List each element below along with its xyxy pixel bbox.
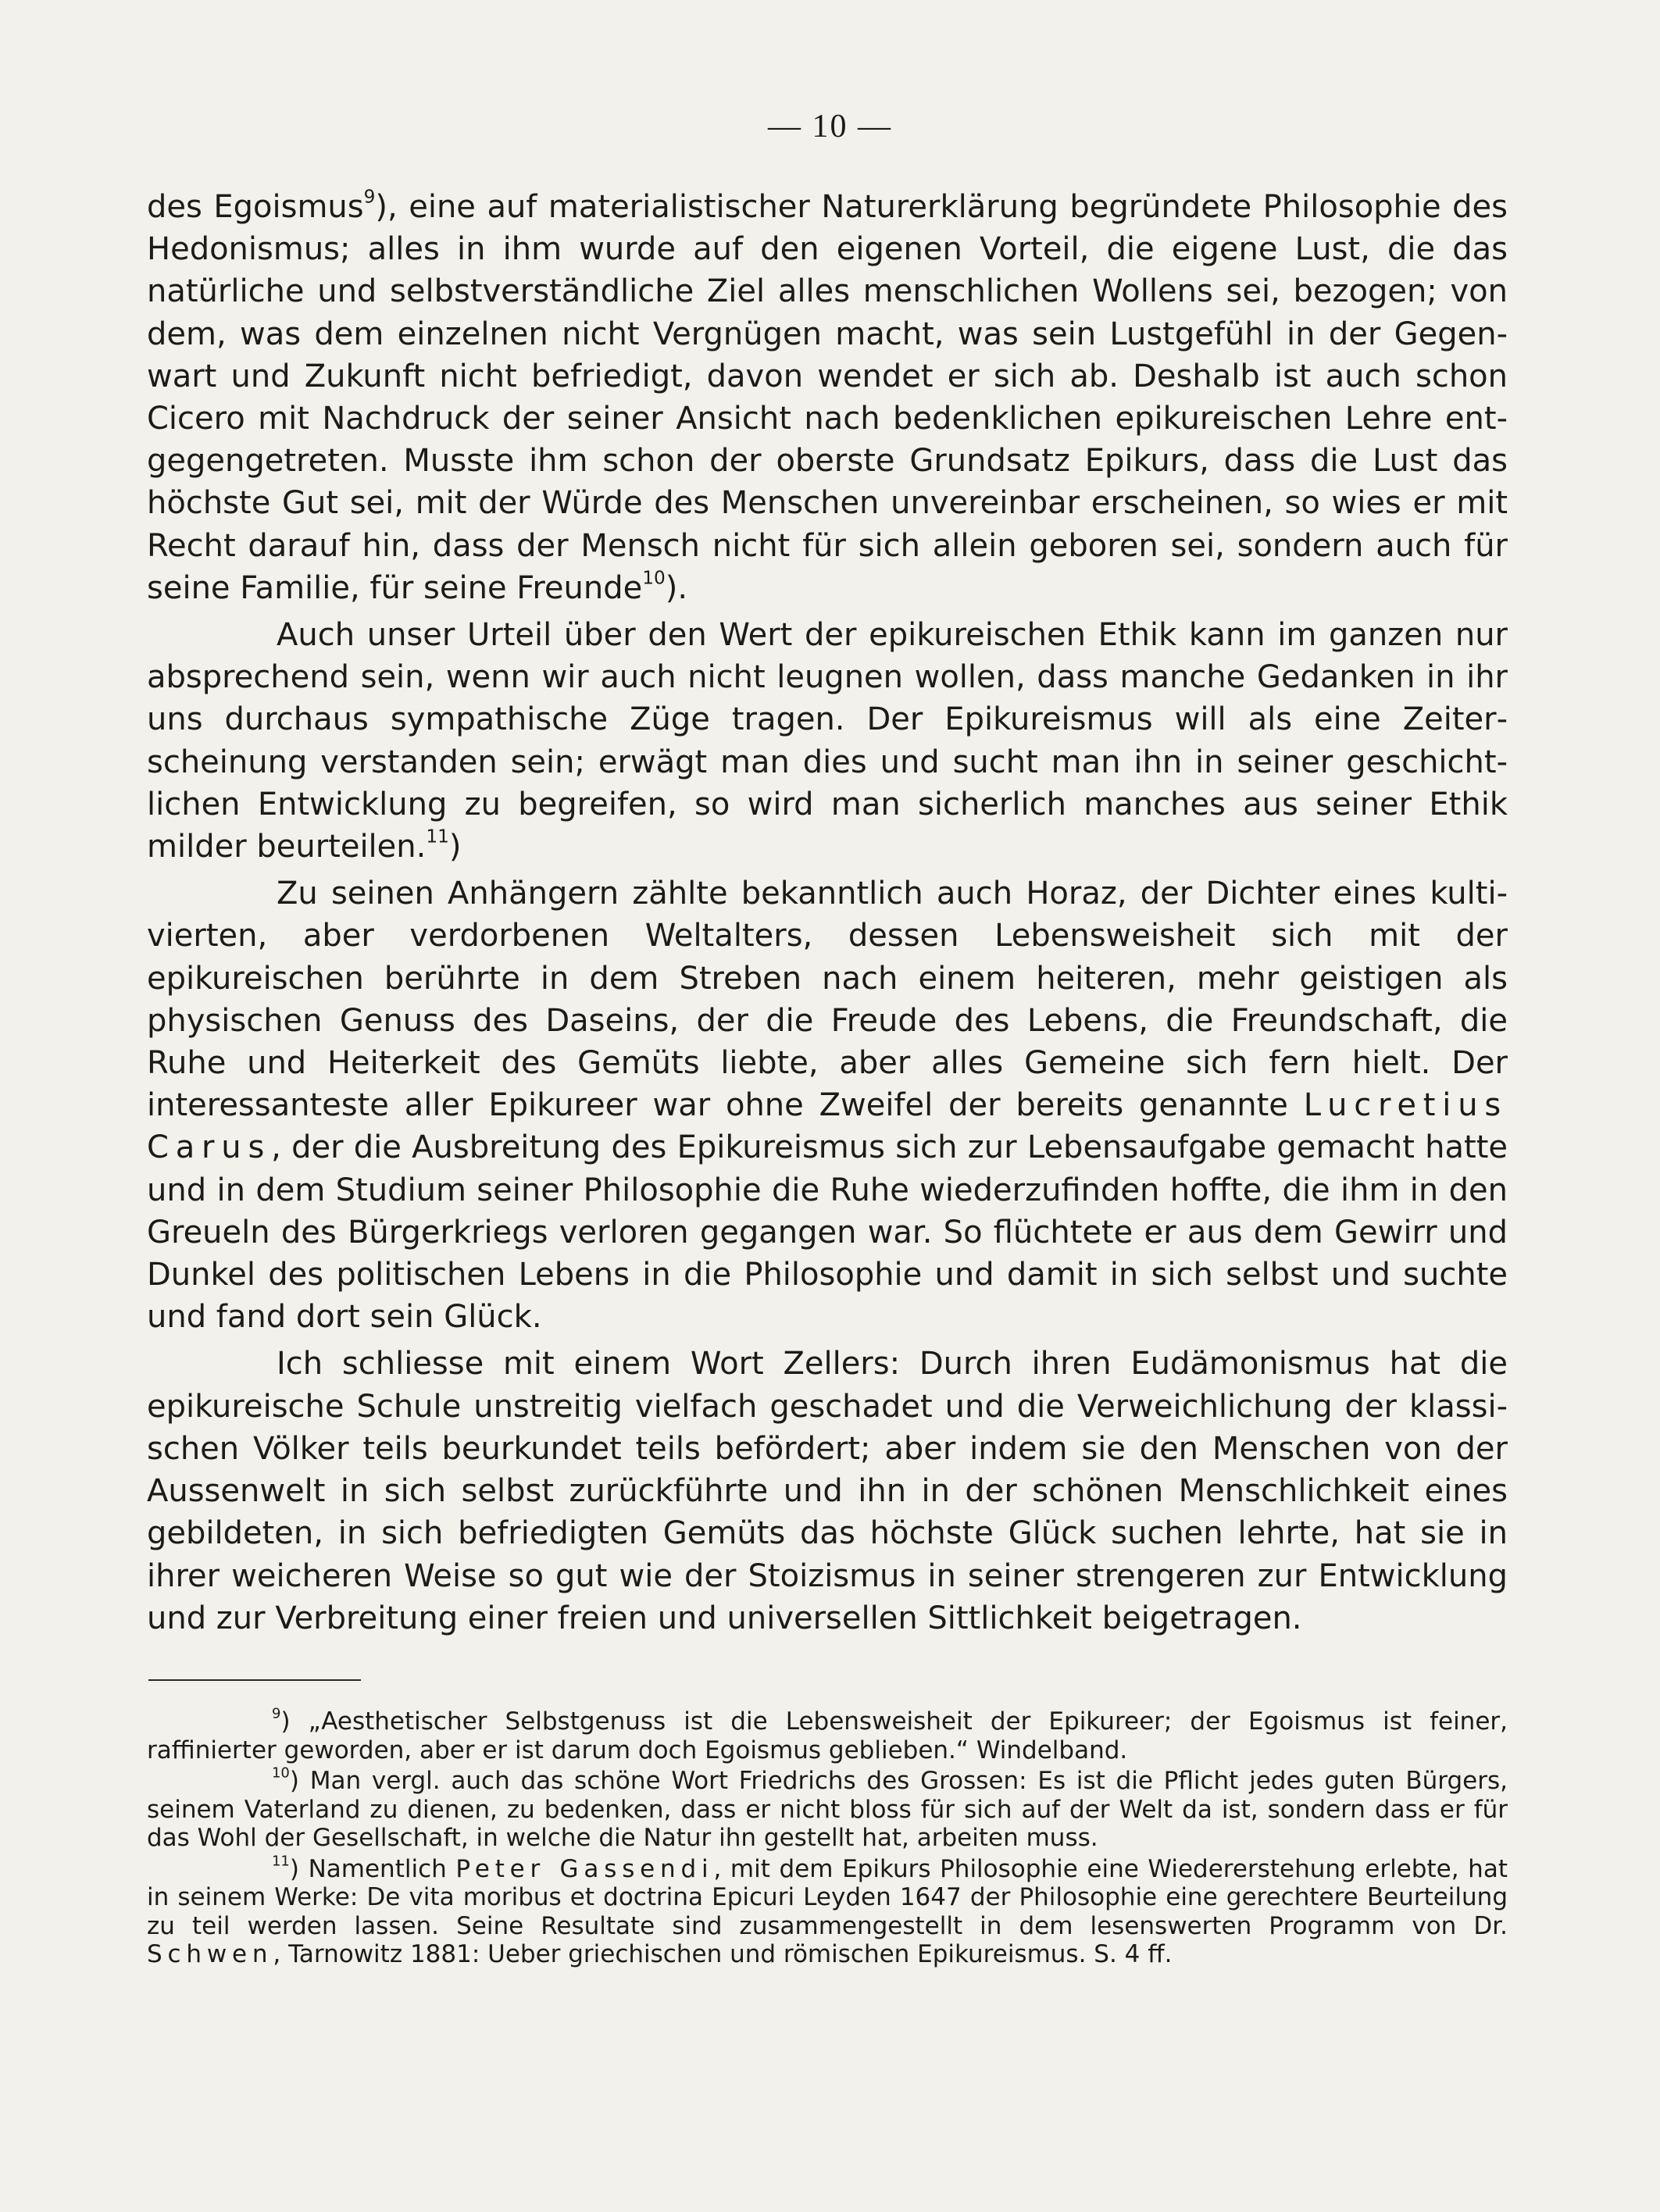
paragraph-3-start: Zu seinen Anhängern zählte bekanntlich auch Horaz, der Dichter eines kultivierten, aber verdorbenen Weltalters, dessen Lebensweisheit sich mit der epikureischen berührte in dem Streben nach einem heiteren, mehr geistigen als physischen Genuss des Daseins, der die Freude des Lebens, die Freundschaft, die Ruhe und Heiterkeit des Gemüts liebte, aber alles Gemeine sich fern hielt. Der interessanteste aller Epikureer war ohne Zweifel der bereits genannte bbox=[147, 876, 1508, 1124]
paragraph-2 bbox=[147, 614, 1508, 868]
paragraph-1-start: des Egoismus bbox=[147, 189, 364, 225]
page-number: — 10 — bbox=[768, 109, 892, 144]
footnote-11-middle: , mit dem Epikurs Philosophie eine Wiedererstehung erlebte, hat in seinem Werke: De vita moribus et doctrina Epicuri Leyden 1647 der Philosophie eine gerechtere Beurteilung zu teil werden lassen. Seine Resultate sind zusammengestellt in dem lesenswerten Programm von Dr. bbox=[147, 1854, 1508, 1940]
paragraph-1 bbox=[147, 186, 1508, 609]
paragraph-1-end: ). bbox=[665, 569, 688, 606]
name-lucretius-carus: Lucretius Carus bbox=[147, 1087, 1508, 1166]
footnote-ref-11: 11 bbox=[426, 826, 449, 847]
paragraph-3 bbox=[147, 872, 1508, 1338]
footnotes bbox=[147, 1707, 1508, 1969]
footnote-11-number: 11 bbox=[272, 1853, 290, 1870]
footnote-10-text: ) Man vergl. auch das schöne Wort Friedrichs des Grossen: Es ist die Pflicht jedes guten Bürgers, seinem Vaterland zu dienen, zu bedenken, dass er nicht bloss für sich auf der Welt da ist, sondern dass er für das Wohl der Gesellschaft, in welche die Natur ihn gestellt hat, arbeiten muss. bbox=[147, 1767, 1508, 1852]
footnote-ref-9: 9 bbox=[363, 186, 376, 208]
paragraph-3-end: , der die Ausbreitung des Epikureismus sich zur Lebensaufgabe gemacht hatte und in dem Studium seiner Philosophie die Ruhe wiederzufinden hoffte, die ihm in den Greueln des Bürgerkriegs verloren gegangen war. So flüchtete er aus dem Gewirr und Dunkel des politischen Lebens in die Philosophie und damit in sich selbst und suchte und fand dort sein Glück. bbox=[147, 1129, 1508, 1336]
footnote-10 bbox=[147, 1764, 1508, 1853]
footnote-11-start: ) Namentlich bbox=[289, 1854, 447, 1883]
name-peter-gassendi: Peter Gassendi bbox=[455, 1854, 714, 1883]
footnote-divider bbox=[148, 1679, 361, 1681]
paragraph-4: Ich schliesse mit einem Wort Zellers: Durch ihren Eudämonismus hat die epikureische Schule unstreitig vielfach geschadet und die Verweichlichung der klassischen Völker teils beurkundet teils befördert; aber indem sie den Menschen von der Aussenwelt in sich selbst zurückführte und ihn in der schönen Menschlichkeit eines gebildeten, in sich befriedigten Gemüts das höchste Glück suchen lehrte, hat sie in ihrer weicheren Weise so gut wie der Stoizismus in seiner strengeren zur Entwicklung und zur Verbreitung einer freien und universellen Sittlichkeit beigetragen. bbox=[147, 1346, 1508, 1636]
footnote-9-text: ) „Aesthetischer Selbstgenuss ist die Lebensweisheit der Epikureer; der Egoismus ist feiner, raffinierter geworden, aber er ist darum doch Egoismus geblieben.“ Windelband. bbox=[147, 1707, 1508, 1764]
paragraph-2-body: Auch unser Urteil über den Wert der epikureischen Ethik kann im ganzen nur absprechend sein, wenn wir auch nicht leugnen wollen, dass manche Gedanken in ihr uns durchaus sympathische Züge tragen. Der Epikureismus will als eine Zeiterscheinung verstanden sein; erwägt man dies und sucht man ihn in seiner geschichtlichen Entwicklung zu begreifen, so wird man sicherlich manches aus seiner Ethik milder beurteilen. bbox=[147, 617, 1508, 865]
paragraph-1-body: ), eine auf materialistischer Naturerklärung begründete Philosophie des Hedonismus; alles in ihm wurde auf den eigenen Vorteil, die eigene Lust, die das natürliche und selbstverständliche Ziel alles menschlichen Wollens sei, bezogen; von dem, was dem einzelnen nicht Vergnügen macht, was sein Lustgefühl in der Gegenwart und Zukunft nicht befriedigt, davon wendet er sich ab. Deshalb ist auch schon Cicero mit Nachdruck der seiner Ansicht nach bedenklichen epikureischen Lehre entgegengetreten. Musste ihm schon der oberste Grundsatz Epikurs, dass die Lust das höchste Gut sei, mit der Würde des Menschen unvereinbar erscheinen, so wies er mit Recht darauf hin, dass der Mensch nicht für sich allein geboren sei, sondern auch für seine Familie, für seine Freunde bbox=[147, 189, 1508, 606]
footnote-10-number: 10 bbox=[272, 1764, 290, 1782]
name-schwen: Schwen bbox=[147, 1940, 273, 1968]
footnote-9 bbox=[147, 1707, 1508, 1764]
footnote-ref-10: 10 bbox=[642, 567, 666, 589]
main-text bbox=[147, 186, 1508, 1639]
footnote-9-number: 9 bbox=[272, 1705, 281, 1722]
paragraph-2-end: ) bbox=[448, 829, 462, 865]
footnote-11 bbox=[147, 1855, 1508, 1969]
footnote-11-end: , Tarnowitz 1881: Ueber griechischen und römischen Epikureismus. S. 4 ff. bbox=[273, 1940, 1173, 1968]
